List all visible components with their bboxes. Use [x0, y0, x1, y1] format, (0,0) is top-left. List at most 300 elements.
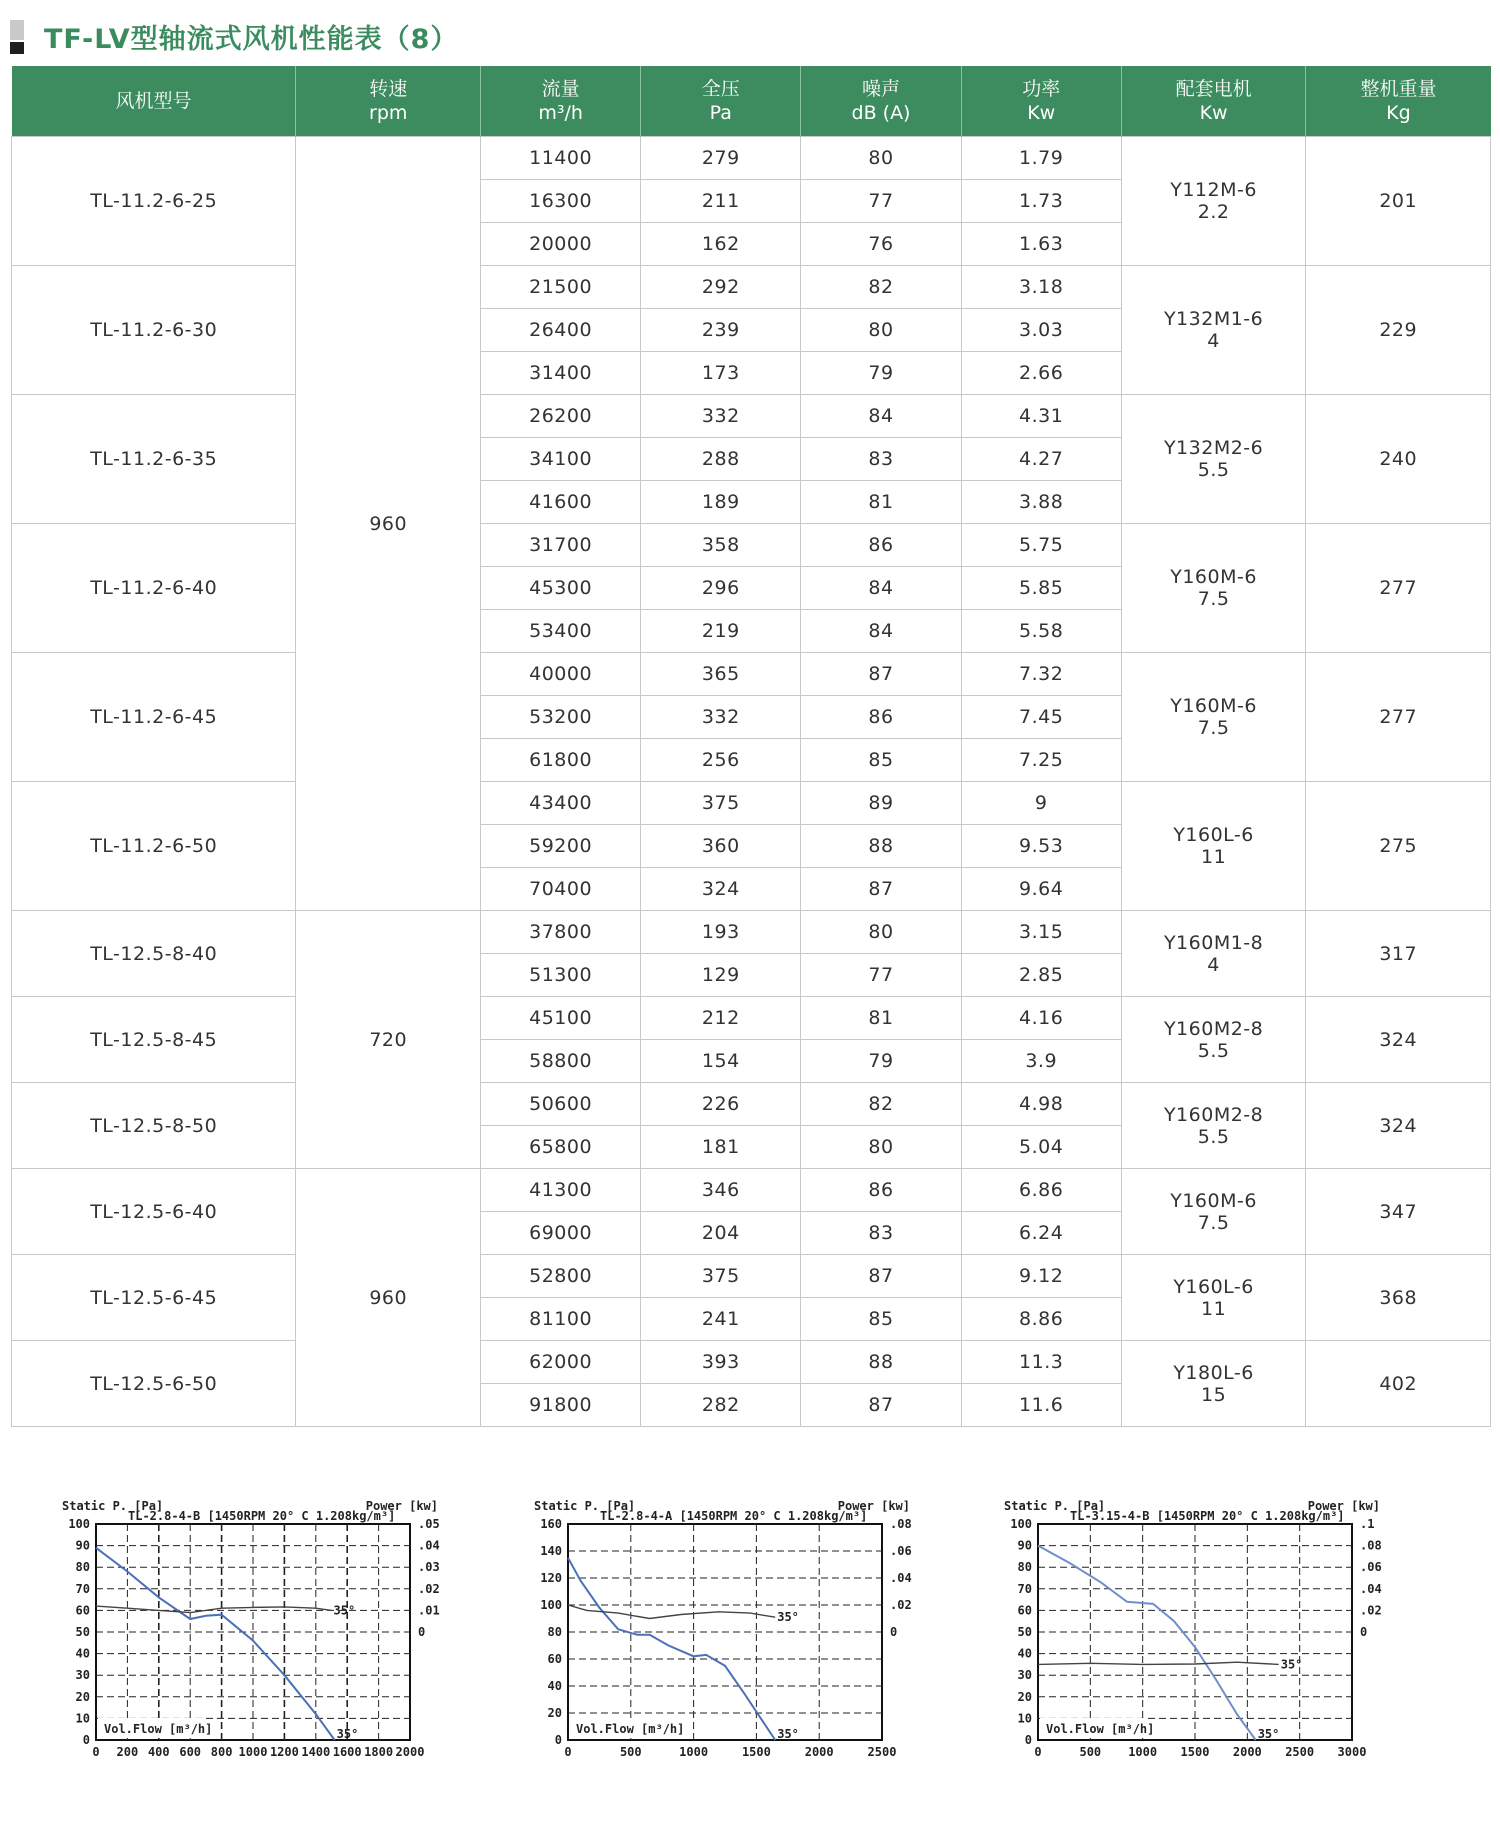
- table-row: [12, 653, 1491, 696]
- power-cell: 8.86: [961, 1298, 1121, 1341]
- noise-cell: 86: [801, 696, 961, 739]
- pressure-cell: 204: [641, 1212, 801, 1255]
- model-cell: TL-12.5-6-40: [12, 1169, 296, 1255]
- weight-cell: 324: [1306, 1083, 1491, 1169]
- y-tick-label: 20: [547, 1706, 562, 1720]
- power-cell: 5.58: [961, 610, 1121, 653]
- y-axis-label: Static P. [Pa]: [1004, 1500, 1106, 1513]
- table-row: [12, 911, 1491, 954]
- y-tick-label: 30: [75, 1668, 90, 1683]
- motor-kw: 11: [1201, 1297, 1227, 1320]
- table-row: [12, 1341, 1491, 1384]
- chart-1: [58, 1500, 528, 1825]
- page-title-bar: [10, 16, 458, 56]
- noise-cell: 85: [801, 739, 961, 782]
- x-tick-label: 1200: [269, 1745, 299, 1759]
- series-label: 35°: [777, 1727, 799, 1741]
- noise-cell: 80: [801, 911, 961, 954]
- header-model: 风机型号: [12, 66, 296, 137]
- motor-model: Y160M2-8: [1163, 1017, 1264, 1040]
- series-label: 35°: [336, 1727, 359, 1741]
- x-tick-label: 500: [619, 1745, 642, 1759]
- y2-tick-label: .04: [1360, 1581, 1382, 1596]
- x-tick-label: 1000: [1128, 1745, 1158, 1759]
- flow-cell: 26200: [481, 395, 641, 438]
- y2-tick-label: .08: [890, 1517, 912, 1531]
- power-cell: 3.03: [961, 309, 1121, 352]
- chart-2-svg: [530, 1500, 1000, 1825]
- noise-cell: 81: [801, 481, 961, 524]
- y-tick-label: 0: [1024, 1733, 1032, 1747]
- y-tick-label: 50: [75, 1625, 90, 1639]
- motor-kw: 4: [1207, 330, 1220, 352]
- y-tick-label: 120: [540, 1571, 562, 1585]
- x-tick-label: 2000: [395, 1745, 425, 1759]
- weight-cell: 368: [1306, 1255, 1491, 1341]
- noise-cell: 86: [801, 1169, 961, 1212]
- y-tick-label: 30: [1017, 1668, 1032, 1683]
- pressure-cell: 129: [641, 954, 801, 997]
- y2-tick-label: .02: [1360, 1603, 1382, 1618]
- motor-kw: 11: [1201, 846, 1227, 868]
- y-tick-label: 10: [1017, 1711, 1032, 1726]
- y2-tick-label: .06: [890, 1544, 912, 1558]
- power-cell: 4.16: [961, 997, 1121, 1040]
- table-row: [12, 524, 1491, 567]
- noise-cell: 76: [801, 223, 961, 266]
- noise-cell: 84: [801, 610, 961, 653]
- motor-model: Y112M-6: [1170, 179, 1257, 201]
- flow-cell: 58800: [481, 1040, 641, 1083]
- flow-cell: 50600: [481, 1083, 641, 1126]
- motor-kw: 7.5: [1197, 588, 1230, 610]
- y-tick-label: 100: [68, 1517, 90, 1531]
- power-cell: 3.9: [961, 1040, 1121, 1083]
- noise-cell: 82: [801, 1083, 961, 1126]
- y-tick-label: 80: [75, 1560, 90, 1575]
- motor-cell: [1121, 653, 1306, 782]
- y-tick-label: 60: [1017, 1603, 1032, 1618]
- y-tick-label: 70: [1017, 1581, 1032, 1596]
- y-tick-label: 60: [547, 1652, 562, 1666]
- series-line-pressure: [96, 1548, 335, 1740]
- pressure-cell: 162: [641, 223, 801, 266]
- speed-cell: 960: [296, 137, 481, 911]
- power-cell: 6.24: [961, 1212, 1121, 1255]
- noise-cell: 86: [801, 524, 961, 567]
- table-row: [12, 1083, 1491, 1126]
- weight-cell: 347: [1306, 1169, 1491, 1255]
- noise-cell: 79: [801, 1040, 961, 1083]
- performance-table: [11, 66, 1491, 1427]
- flow-cell: 31700: [481, 524, 641, 567]
- flow-cell: 81100: [481, 1298, 641, 1341]
- noise-cell: 87: [801, 1384, 961, 1427]
- header-flow: 流量 m³/h: [481, 66, 641, 137]
- noise-cell: 77: [801, 180, 961, 223]
- power-cell: 2.85: [961, 954, 1121, 997]
- motor-kw: 5.5: [1197, 1125, 1230, 1148]
- pressure-cell: 332: [641, 696, 801, 739]
- noise-cell: 79: [801, 352, 961, 395]
- motor-model: Y160M1-8: [1163, 931, 1264, 954]
- pressure-cell: 375: [641, 1255, 801, 1298]
- motor-model: Y160M-6: [1170, 566, 1257, 588]
- motor-cell: [1121, 1341, 1306, 1427]
- motor-cell: [1121, 266, 1306, 395]
- flow-cell: 69000: [481, 1212, 641, 1255]
- y-tick-label: 90: [1017, 1538, 1032, 1553]
- title-marker-icon: [10, 20, 28, 52]
- header-speed: 转速 rpm: [296, 66, 481, 137]
- flow-cell: 16300: [481, 180, 641, 223]
- power-cell: 9.12: [961, 1255, 1121, 1298]
- chart-title: TL-3.15-4-B [1450RPM 20° C 1.208kg/m³]: [1070, 1509, 1345, 1523]
- weight-cell: 240: [1306, 395, 1491, 524]
- header-pressure: 全压 Pa: [641, 66, 801, 137]
- pressure-cell: 154: [641, 1040, 801, 1083]
- noise-cell: 81: [801, 997, 961, 1040]
- flow-cell: 65800: [481, 1126, 641, 1169]
- y2-tick-label: .02: [890, 1598, 912, 1612]
- x-tick-label: 400: [147, 1745, 170, 1759]
- noise-cell: 84: [801, 395, 961, 438]
- y-tick-label: 10: [75, 1711, 90, 1726]
- flow-cell: 41600: [481, 481, 641, 524]
- weight-cell: 201: [1306, 137, 1491, 266]
- pressure-cell: 256: [641, 739, 801, 782]
- y-tick-label: 40: [1017, 1646, 1032, 1661]
- flow-cell: 41300: [481, 1169, 641, 1212]
- model-cell: TL-11.2-6-50: [12, 782, 296, 911]
- x-tick-label: 1000: [679, 1745, 709, 1759]
- motor-model: Y160M-6: [1170, 1189, 1257, 1212]
- pressure-cell: 193: [641, 911, 801, 954]
- model-cell: TL-11.2-6-40: [12, 524, 296, 653]
- pressure-cell: 181: [641, 1126, 801, 1169]
- chart-title: TL-2.8-4-B [1450RPM 20° C 1.208kg/m³]: [128, 1509, 396, 1523]
- power-cell: 5.75: [961, 524, 1121, 567]
- y-tick-label: 160: [540, 1517, 562, 1531]
- speed-cell: 960: [296, 1169, 481, 1427]
- flow-cell: 61800: [481, 739, 641, 782]
- x-tick-label: 2500: [867, 1745, 897, 1759]
- motor-kw: 5.5: [1197, 1039, 1230, 1062]
- flow-cell: 51300: [481, 954, 641, 997]
- y2-axis-label: Power [kw]: [365, 1500, 438, 1513]
- pressure-cell: 226: [641, 1083, 801, 1126]
- y-tick-label: 80: [1017, 1560, 1032, 1575]
- y-tick-label: 40: [547, 1679, 562, 1693]
- motor-kw: 7.5: [1197, 717, 1230, 739]
- motor-cell: [1121, 1083, 1306, 1169]
- series-label: 35°: [1280, 1657, 1303, 1672]
- model-cell: TL-11.2-6-25: [12, 137, 296, 266]
- y2-tick-label: .02: [418, 1581, 440, 1596]
- motor-cell: [1121, 137, 1306, 266]
- speed-cell: 720: [296, 911, 481, 1169]
- table-row: [12, 395, 1491, 438]
- power-cell: 3.15: [961, 911, 1121, 954]
- flow-cell: 20000: [481, 223, 641, 266]
- y-tick-label: 140: [540, 1544, 562, 1558]
- y2-tick-label: .04: [890, 1571, 912, 1585]
- header-weight: 整机重量 Kg: [1306, 66, 1491, 137]
- motor-model: Y132M2-6: [1163, 437, 1264, 459]
- flow-cell: 45100: [481, 997, 641, 1040]
- weight-cell: 402: [1306, 1341, 1491, 1427]
- y-axis-label: Static P. [Pa]: [534, 1500, 636, 1513]
- power-cell: 3.18: [961, 266, 1121, 309]
- table-row: [12, 997, 1491, 1040]
- motor-cell: [1121, 1255, 1306, 1341]
- series-line-pressure: [1038, 1546, 1256, 1740]
- power-cell: 4.27: [961, 438, 1121, 481]
- y-tick-label: 60: [75, 1603, 90, 1618]
- motor-cell: [1121, 524, 1306, 653]
- flow-cell: 70400: [481, 868, 641, 911]
- x-tick-label: 800: [210, 1745, 233, 1759]
- y-tick-label: 70: [75, 1581, 90, 1596]
- y2-tick-label: .03: [418, 1560, 440, 1575]
- y2-axis-label: Power [kw]: [837, 1500, 910, 1513]
- pressure-cell: 360: [641, 825, 801, 868]
- pressure-cell: 358: [641, 524, 801, 567]
- power-cell: 1.73: [961, 180, 1121, 223]
- model-cell: TL-12.5-8-40: [12, 911, 296, 997]
- motor-kw: 15: [1201, 1383, 1227, 1406]
- noise-cell: 88: [801, 1341, 961, 1384]
- pressure-cell: 296: [641, 567, 801, 610]
- series-label: 35°: [1257, 1727, 1280, 1741]
- power-cell: 9.53: [961, 825, 1121, 868]
- x-tick-label: 200: [116, 1745, 139, 1759]
- model-cell: TL-12.5-8-50: [12, 1083, 296, 1169]
- power-cell: 1.63: [961, 223, 1121, 266]
- y2-tick-label: .05: [418, 1517, 440, 1531]
- chart-1-svg: [58, 1500, 528, 1825]
- y2-tick-label: 0: [418, 1625, 426, 1639]
- x-tick-label: 3000: [1337, 1745, 1367, 1759]
- flow-cell: 37800: [481, 911, 641, 954]
- y2-tick-label: .06: [1360, 1560, 1382, 1575]
- weight-cell: 317: [1306, 911, 1491, 997]
- power-cell: 5.04: [961, 1126, 1121, 1169]
- noise-cell: 82: [801, 266, 961, 309]
- flow-cell: 21500: [481, 266, 641, 309]
- chart-2: [530, 1500, 1000, 1825]
- noise-cell: 87: [801, 1255, 961, 1298]
- series-label: 35°: [333, 1603, 356, 1618]
- series-line-power: [1038, 1662, 1279, 1664]
- power-cell: 6.86: [961, 1169, 1121, 1212]
- motor-kw: 7.5: [1197, 1211, 1230, 1234]
- flow-cell: 43400: [481, 782, 641, 825]
- model-cell: TL-11.2-6-30: [12, 266, 296, 395]
- motor-cell: [1121, 997, 1306, 1083]
- y-tick-label: 40: [75, 1646, 90, 1661]
- flow-cell: 11400: [481, 137, 641, 180]
- y2-tick-label: .04: [418, 1538, 440, 1553]
- flow-cell: 34100: [481, 438, 641, 481]
- noise-cell: 84: [801, 567, 961, 610]
- noise-cell: 80: [801, 1126, 961, 1169]
- table-header-row: [12, 66, 1491, 137]
- weight-cell: 277: [1306, 653, 1491, 782]
- weight-cell: 229: [1306, 266, 1491, 395]
- y2-tick-label: 0: [890, 1625, 898, 1639]
- flow-cell: 62000: [481, 1341, 641, 1384]
- pressure-cell: 282: [641, 1384, 801, 1427]
- chart-3-svg: [1000, 1500, 1470, 1825]
- pressure-cell: 375: [641, 782, 801, 825]
- pressure-cell: 219: [641, 610, 801, 653]
- flow-cell: 91800: [481, 1384, 641, 1427]
- y-tick-label: 100: [540, 1598, 562, 1612]
- motor-cell: [1121, 1169, 1306, 1255]
- motor-cell: [1121, 782, 1306, 911]
- pressure-cell: 211: [641, 180, 801, 223]
- series-label: 35°: [777, 1610, 799, 1625]
- pressure-cell: 212: [641, 997, 801, 1040]
- motor-kw: 5.5: [1197, 459, 1230, 481]
- pressure-cell: 332: [641, 395, 801, 438]
- motor-model: Y160M-6: [1170, 695, 1257, 717]
- noise-cell: 87: [801, 868, 961, 911]
- y-tick-label: 80: [547, 1625, 562, 1639]
- x-tick-label: 0: [92, 1745, 100, 1759]
- x-tick-label: 1500: [1180, 1745, 1210, 1759]
- x-tick-label: 1000: [238, 1745, 268, 1759]
- header-noise: 噪声 dB (A): [801, 66, 961, 137]
- x-tick-label: 1800: [364, 1745, 394, 1759]
- x-axis-label: Vol.Flow [m³/h]: [576, 1722, 685, 1736]
- power-cell: 7.25: [961, 739, 1121, 782]
- motor-model: Y132M1-6: [1163, 308, 1264, 330]
- chart-title: TL-2.8-4-A [1450RPM 20° C 1.208kg/m³]: [600, 1509, 868, 1523]
- model-cell: TL-12.5-6-50: [12, 1341, 296, 1427]
- power-cell: 9.64: [961, 868, 1121, 911]
- power-cell: 11.3: [961, 1341, 1121, 1384]
- noise-cell: 77: [801, 954, 961, 997]
- noise-cell: 89: [801, 782, 961, 825]
- pressure-cell: 279: [641, 137, 801, 180]
- flow-cell: 31400: [481, 352, 641, 395]
- y-tick-label: 0: [554, 1733, 562, 1747]
- performance-charts: [0, 1500, 1500, 1825]
- table-row: [12, 782, 1491, 825]
- flow-cell: 26400: [481, 309, 641, 352]
- pressure-cell: 365: [641, 653, 801, 696]
- chart-3: [1000, 1500, 1470, 1825]
- model-cell: TL-12.5-6-45: [12, 1255, 296, 1341]
- power-cell: 2.66: [961, 352, 1121, 395]
- weight-cell: 277: [1306, 524, 1491, 653]
- motor-model: Y180L-6: [1173, 1361, 1254, 1384]
- y-axis-label: Static P. [Pa]: [62, 1500, 164, 1513]
- y2-tick-label: 0: [1360, 1625, 1368, 1639]
- x-axis-label: Vol.Flow [m³/h]: [1046, 1722, 1155, 1736]
- power-cell: 11.6: [961, 1384, 1121, 1427]
- motor-kw: 4: [1207, 953, 1220, 976]
- x-tick-label: 1400: [301, 1745, 331, 1759]
- x-tick-label: 1600: [332, 1745, 362, 1759]
- noise-cell: 88: [801, 825, 961, 868]
- pressure-cell: 241: [641, 1298, 801, 1341]
- y2-tick-label: .08: [1360, 1538, 1382, 1553]
- y-tick-label: 90: [75, 1538, 90, 1553]
- pressure-cell: 288: [641, 438, 801, 481]
- x-tick-label: 2500: [1285, 1745, 1315, 1759]
- pressure-cell: 189: [641, 481, 801, 524]
- motor-kw: 2.2: [1197, 201, 1230, 223]
- model-cell: TL-11.2-6-45: [12, 653, 296, 782]
- power-cell: 5.85: [961, 567, 1121, 610]
- flow-cell: 40000: [481, 653, 641, 696]
- weight-cell: 275: [1306, 782, 1491, 911]
- motor-model: Y160L-6: [1173, 824, 1254, 846]
- x-tick-label: 1500: [741, 1745, 771, 1759]
- page-title: TF-LV型轴流式风机性能表（8）: [44, 23, 459, 55]
- flow-cell: 45300: [481, 567, 641, 610]
- motor-cell: [1121, 395, 1306, 524]
- y-tick-label: 20: [1017, 1689, 1032, 1704]
- x-tick-label: 2000: [1232, 1745, 1262, 1759]
- power-cell: 1.79: [961, 137, 1121, 180]
- motor-model: Y160M2-8: [1163, 1103, 1264, 1126]
- y2-tick-label: .1: [1360, 1517, 1375, 1531]
- power-cell: 7.32: [961, 653, 1121, 696]
- motor-model: Y160L-6: [1173, 1275, 1254, 1298]
- x-tick-label: 500: [1079, 1745, 1102, 1759]
- noise-cell: 80: [801, 137, 961, 180]
- table-row: [12, 266, 1491, 309]
- power-cell: 7.45: [961, 696, 1121, 739]
- power-cell: 9: [961, 782, 1121, 825]
- noise-cell: 87: [801, 653, 961, 696]
- pressure-cell: 324: [641, 868, 801, 911]
- y-tick-label: 100: [1010, 1517, 1032, 1531]
- series-line-power: [96, 1606, 332, 1613]
- model-cell: TL-12.5-8-45: [12, 997, 296, 1083]
- y-tick-label: 0: [82, 1733, 90, 1747]
- pressure-cell: 292: [641, 266, 801, 309]
- table-row: [12, 1255, 1491, 1298]
- motor-cell: [1121, 911, 1306, 997]
- model-cell: TL-11.2-6-35: [12, 395, 296, 524]
- y2-tick-label: .01: [418, 1603, 440, 1618]
- y2-axis-label: Power [kw]: [1307, 1500, 1380, 1513]
- pressure-cell: 173: [641, 352, 801, 395]
- flow-cell: 59200: [481, 825, 641, 868]
- y-tick-label: 50: [1017, 1625, 1032, 1639]
- x-axis-label: Vol.Flow [m³/h]: [104, 1722, 213, 1736]
- noise-cell: 83: [801, 438, 961, 481]
- table-row: [12, 1169, 1491, 1212]
- header-motor: 配套电机 Kw: [1121, 66, 1306, 137]
- weight-cell: 324: [1306, 997, 1491, 1083]
- x-tick-label: 0: [564, 1745, 572, 1759]
- noise-cell: 83: [801, 1212, 961, 1255]
- table-row: [12, 137, 1491, 180]
- header-power: 功率 Kw: [961, 66, 1121, 137]
- pressure-cell: 239: [641, 309, 801, 352]
- table-body: [12, 137, 1491, 1427]
- x-tick-label: 600: [179, 1745, 202, 1759]
- x-tick-label: 2000: [804, 1745, 834, 1759]
- y-tick-label: 20: [75, 1689, 90, 1704]
- flow-cell: 53400: [481, 610, 641, 653]
